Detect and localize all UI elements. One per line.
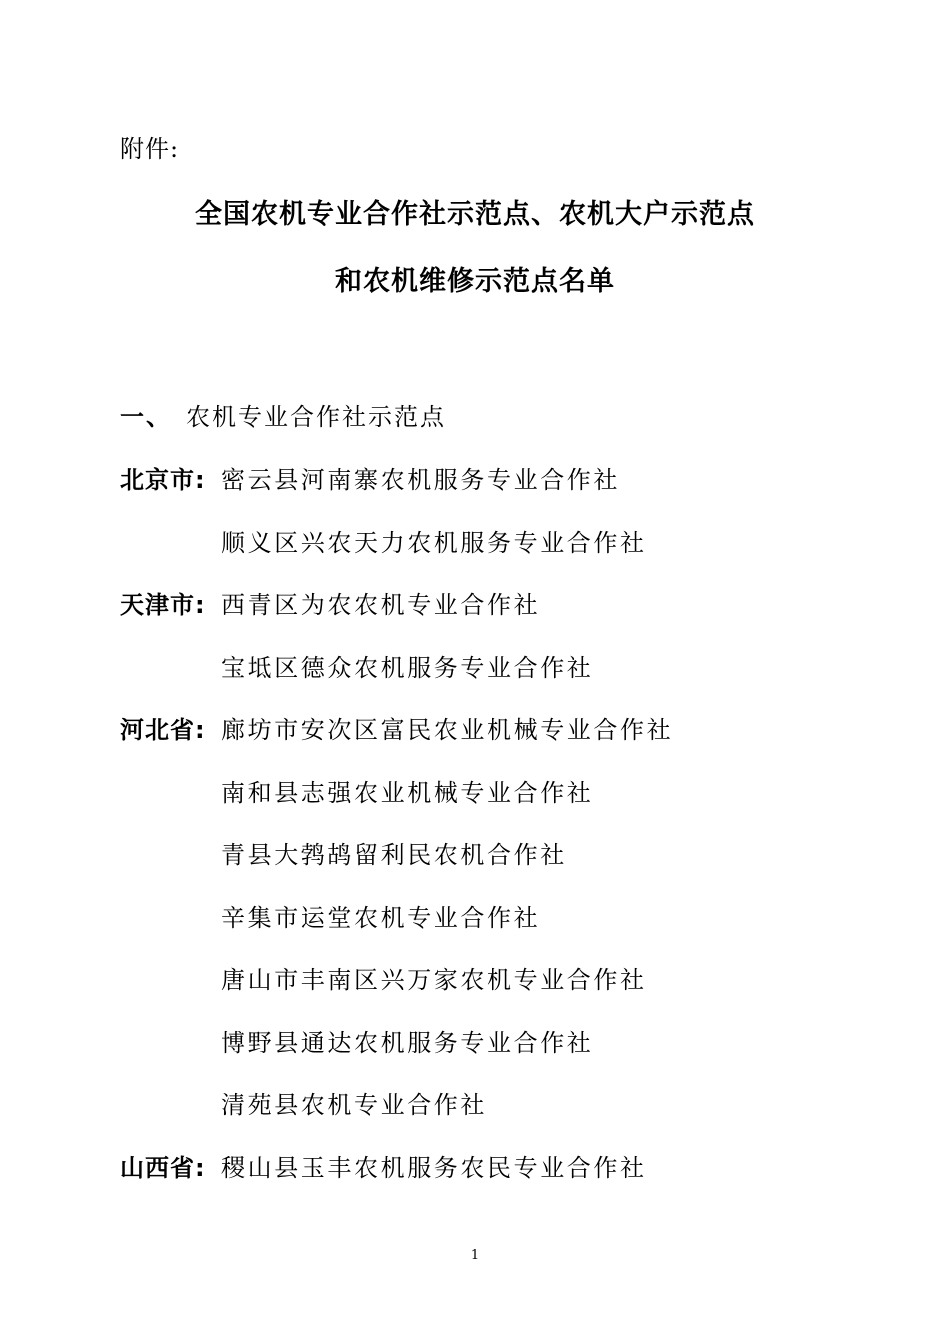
- organization-name: 青县大鹁鸪留利民农机合作社: [221, 841, 567, 869]
- organization-name: 南和县志强农业机械专业合作社: [221, 778, 594, 807]
- document-title-line-2: 和农机维修示范点名单: [335, 266, 615, 297]
- list-item: [0, 773, 950, 836]
- organization-name: 西青区为农农机专业合作社: [221, 591, 541, 619]
- organization-name: 密云县河南寨农机服务专业合作社: [221, 466, 620, 494]
- section-heading: [120, 400, 446, 434]
- province-label: 河北省:: [120, 716, 206, 744]
- attachment-label: 附件:: [120, 135, 180, 163]
- page-number: 1: [470, 1248, 480, 1263]
- list-item: [0, 710, 950, 773]
- province-label: 山西省:: [120, 1153, 206, 1182]
- list-item: [0, 585, 950, 648]
- organization-name: 清苑县农机专业合作社: [221, 1091, 487, 1119]
- list-item: [0, 648, 950, 711]
- list-item: [0, 1023, 950, 1086]
- organization-name: 辛集市运堂农机专业合作社: [221, 903, 541, 932]
- list-item: [0, 1148, 950, 1211]
- province-label: 北京市:: [120, 466, 206, 494]
- list-item: [0, 460, 950, 523]
- province-label: 天津市:: [120, 591, 206, 619]
- list-item: [0, 523, 950, 586]
- entry-list: [0, 460, 950, 1210]
- list-item: [0, 835, 950, 898]
- organization-name: 廊坊市安次区富民农业机械专业合作社: [221, 716, 674, 744]
- organization-name: 宝坻区德众农机服务专业合作社: [221, 653, 594, 682]
- organization-name: 顺义区兴农天力农机服务专业合作社: [221, 528, 647, 557]
- organization-name: 唐山市丰南区兴万家农机专业合作社: [221, 966, 647, 994]
- section-title: 农机专业合作社示范点: [186, 403, 446, 431]
- list-item: [0, 960, 950, 1023]
- section-number: 一、: [120, 403, 172, 431]
- list-item: [0, 1085, 950, 1148]
- organization-name: 博野县通达农机服务专业合作社: [221, 1028, 594, 1057]
- document-title-line-1: 全国农机专业合作社示范点、农机大户示范点: [195, 199, 755, 230]
- organization-name: 稷山县玉丰农机服务农民专业合作社: [221, 1153, 647, 1182]
- list-item: [0, 898, 950, 961]
